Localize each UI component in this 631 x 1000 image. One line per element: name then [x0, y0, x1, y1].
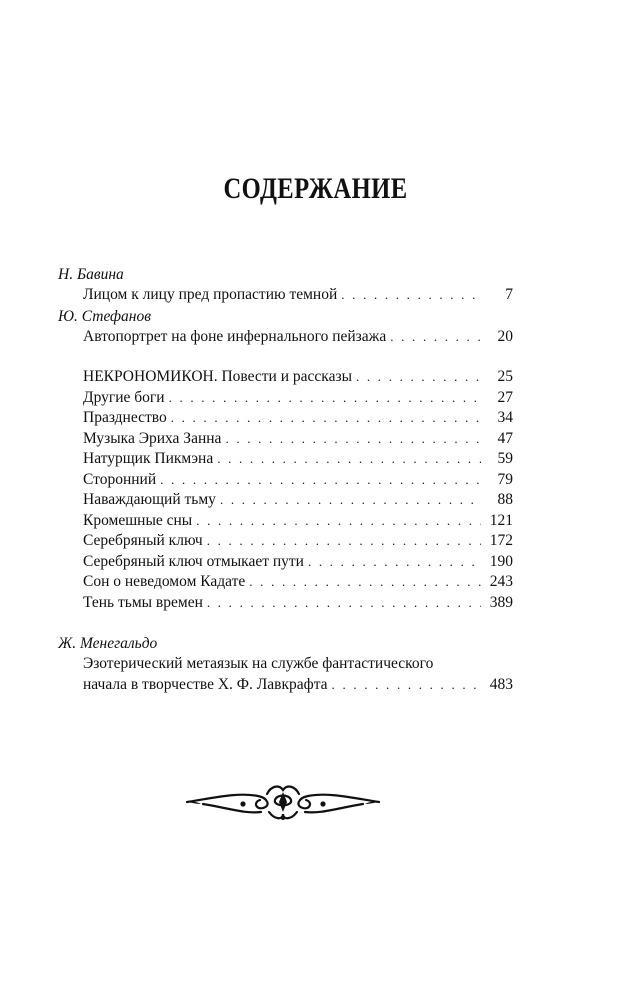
- toc-entry[interactable]: [83, 531, 513, 552]
- toc-entry-title: Музыка Эриха Занна: [83, 429, 222, 447]
- toc-entry[interactable]: [83, 593, 513, 614]
- toc-leader-dots: [341, 285, 481, 306]
- toc-entry[interactable]: [83, 552, 513, 573]
- toc-entry[interactable]: [83, 408, 513, 429]
- toc-entry-title: Автопортрет на фоне инфернального пейзажа: [83, 327, 387, 345]
- toc-entry-page: 25: [497, 368, 513, 385]
- toc-leader-dots: [332, 675, 481, 696]
- toc-entry-page: 7: [505, 286, 513, 303]
- toc-entry-title: Празднество: [83, 409, 167, 426]
- toc-entry-page: 47: [497, 429, 513, 447]
- toc-entry-page: 27: [497, 388, 513, 406]
- toc-entry-title: Натурщик Пикмэна: [83, 450, 214, 467]
- toc-entry-title: Серебряный ключ: [83, 532, 203, 549]
- toc-leader-dots: [169, 388, 481, 409]
- toc-leader-dots: [217, 449, 481, 470]
- toc-leader-dots: [220, 490, 481, 511]
- page-title: СОДЕРЖАНИЕ: [223, 172, 408, 205]
- toc-leader-dots: [207, 593, 481, 614]
- toc-entry-page: 121: [489, 511, 513, 529]
- toc-entry-page: 59: [497, 450, 513, 467]
- toc-leader-dots: [308, 552, 481, 573]
- toc-entry-page: 20: [497, 327, 513, 345]
- toc-entry[interactable]: [83, 327, 513, 348]
- toc-entry-title: Другие боги: [83, 388, 165, 406]
- toc-entry-page: 34: [497, 409, 513, 426]
- toc-entry[interactable]: [83, 388, 513, 409]
- toc-entry[interactable]: [83, 285, 513, 306]
- toc-entry[interactable]: [83, 367, 513, 388]
- toc-entry[interactable]: [83, 675, 513, 696]
- toc-author: Н. Бавина: [58, 266, 124, 283]
- toc-entry-page: 172: [489, 532, 513, 549]
- toc-entry-page: 389: [489, 593, 513, 611]
- decorative-scroll-ornament-icon: [183, 780, 383, 824]
- toc-entry-title: Серебряный ключ отмыкает пути: [83, 552, 304, 570]
- toc-entry-title: Лицом к лицу пред пропастию темной: [83, 286, 338, 303]
- toc-entry-title: Сторонний: [83, 470, 157, 488]
- toc-entry[interactable]: [83, 470, 513, 491]
- toc-entry-title: Тень тьмы времен: [83, 593, 203, 611]
- table-of-contents: [58, 264, 513, 695]
- toc-entry[interactable]: [83, 429, 513, 450]
- toc-entry-title: начала в творчестве Х. Ф. Лавкрафта: [83, 675, 328, 693]
- toc-leader-dots: [196, 511, 481, 532]
- toc-entry[interactable]: [83, 490, 513, 511]
- toc-entry-title: Наваждающий тьму: [83, 491, 216, 508]
- toc-leader-dots: [207, 531, 481, 552]
- toc-leader-dots: [390, 327, 481, 348]
- toc-leader-dots: [356, 367, 481, 388]
- toc-entry-page: 243: [489, 573, 513, 590]
- toc-leader-dots: [225, 429, 481, 450]
- toc-entry-title: Кромешные сны: [83, 511, 193, 529]
- toc-author: Ж. Менегальдо: [58, 635, 158, 652]
- toc-entry-title: НЕКРОНОМИКОН. Повести и рассказы: [83, 368, 352, 385]
- toc-entry[interactable]: [83, 511, 513, 532]
- toc-entry-page: 190: [489, 552, 513, 570]
- toc-entry-page: 79: [497, 470, 513, 488]
- toc-entry-title-line1: Эзотерический метаязык на службе фантастического: [83, 655, 434, 672]
- toc-entry[interactable]: [83, 572, 513, 593]
- toc-entry-page: 483: [489, 675, 513, 693]
- toc-entry-page: 88: [497, 491, 513, 508]
- toc-leader-dots: [160, 470, 481, 491]
- toc-leader-dots: [171, 408, 481, 429]
- toc-entry[interactable]: [83, 449, 513, 470]
- toc-entry-title: Сон о неведомом Кадате: [83, 573, 246, 590]
- toc-author: Ю. Стефанов: [58, 307, 151, 325]
- toc-leader-dots: [249, 572, 481, 593]
